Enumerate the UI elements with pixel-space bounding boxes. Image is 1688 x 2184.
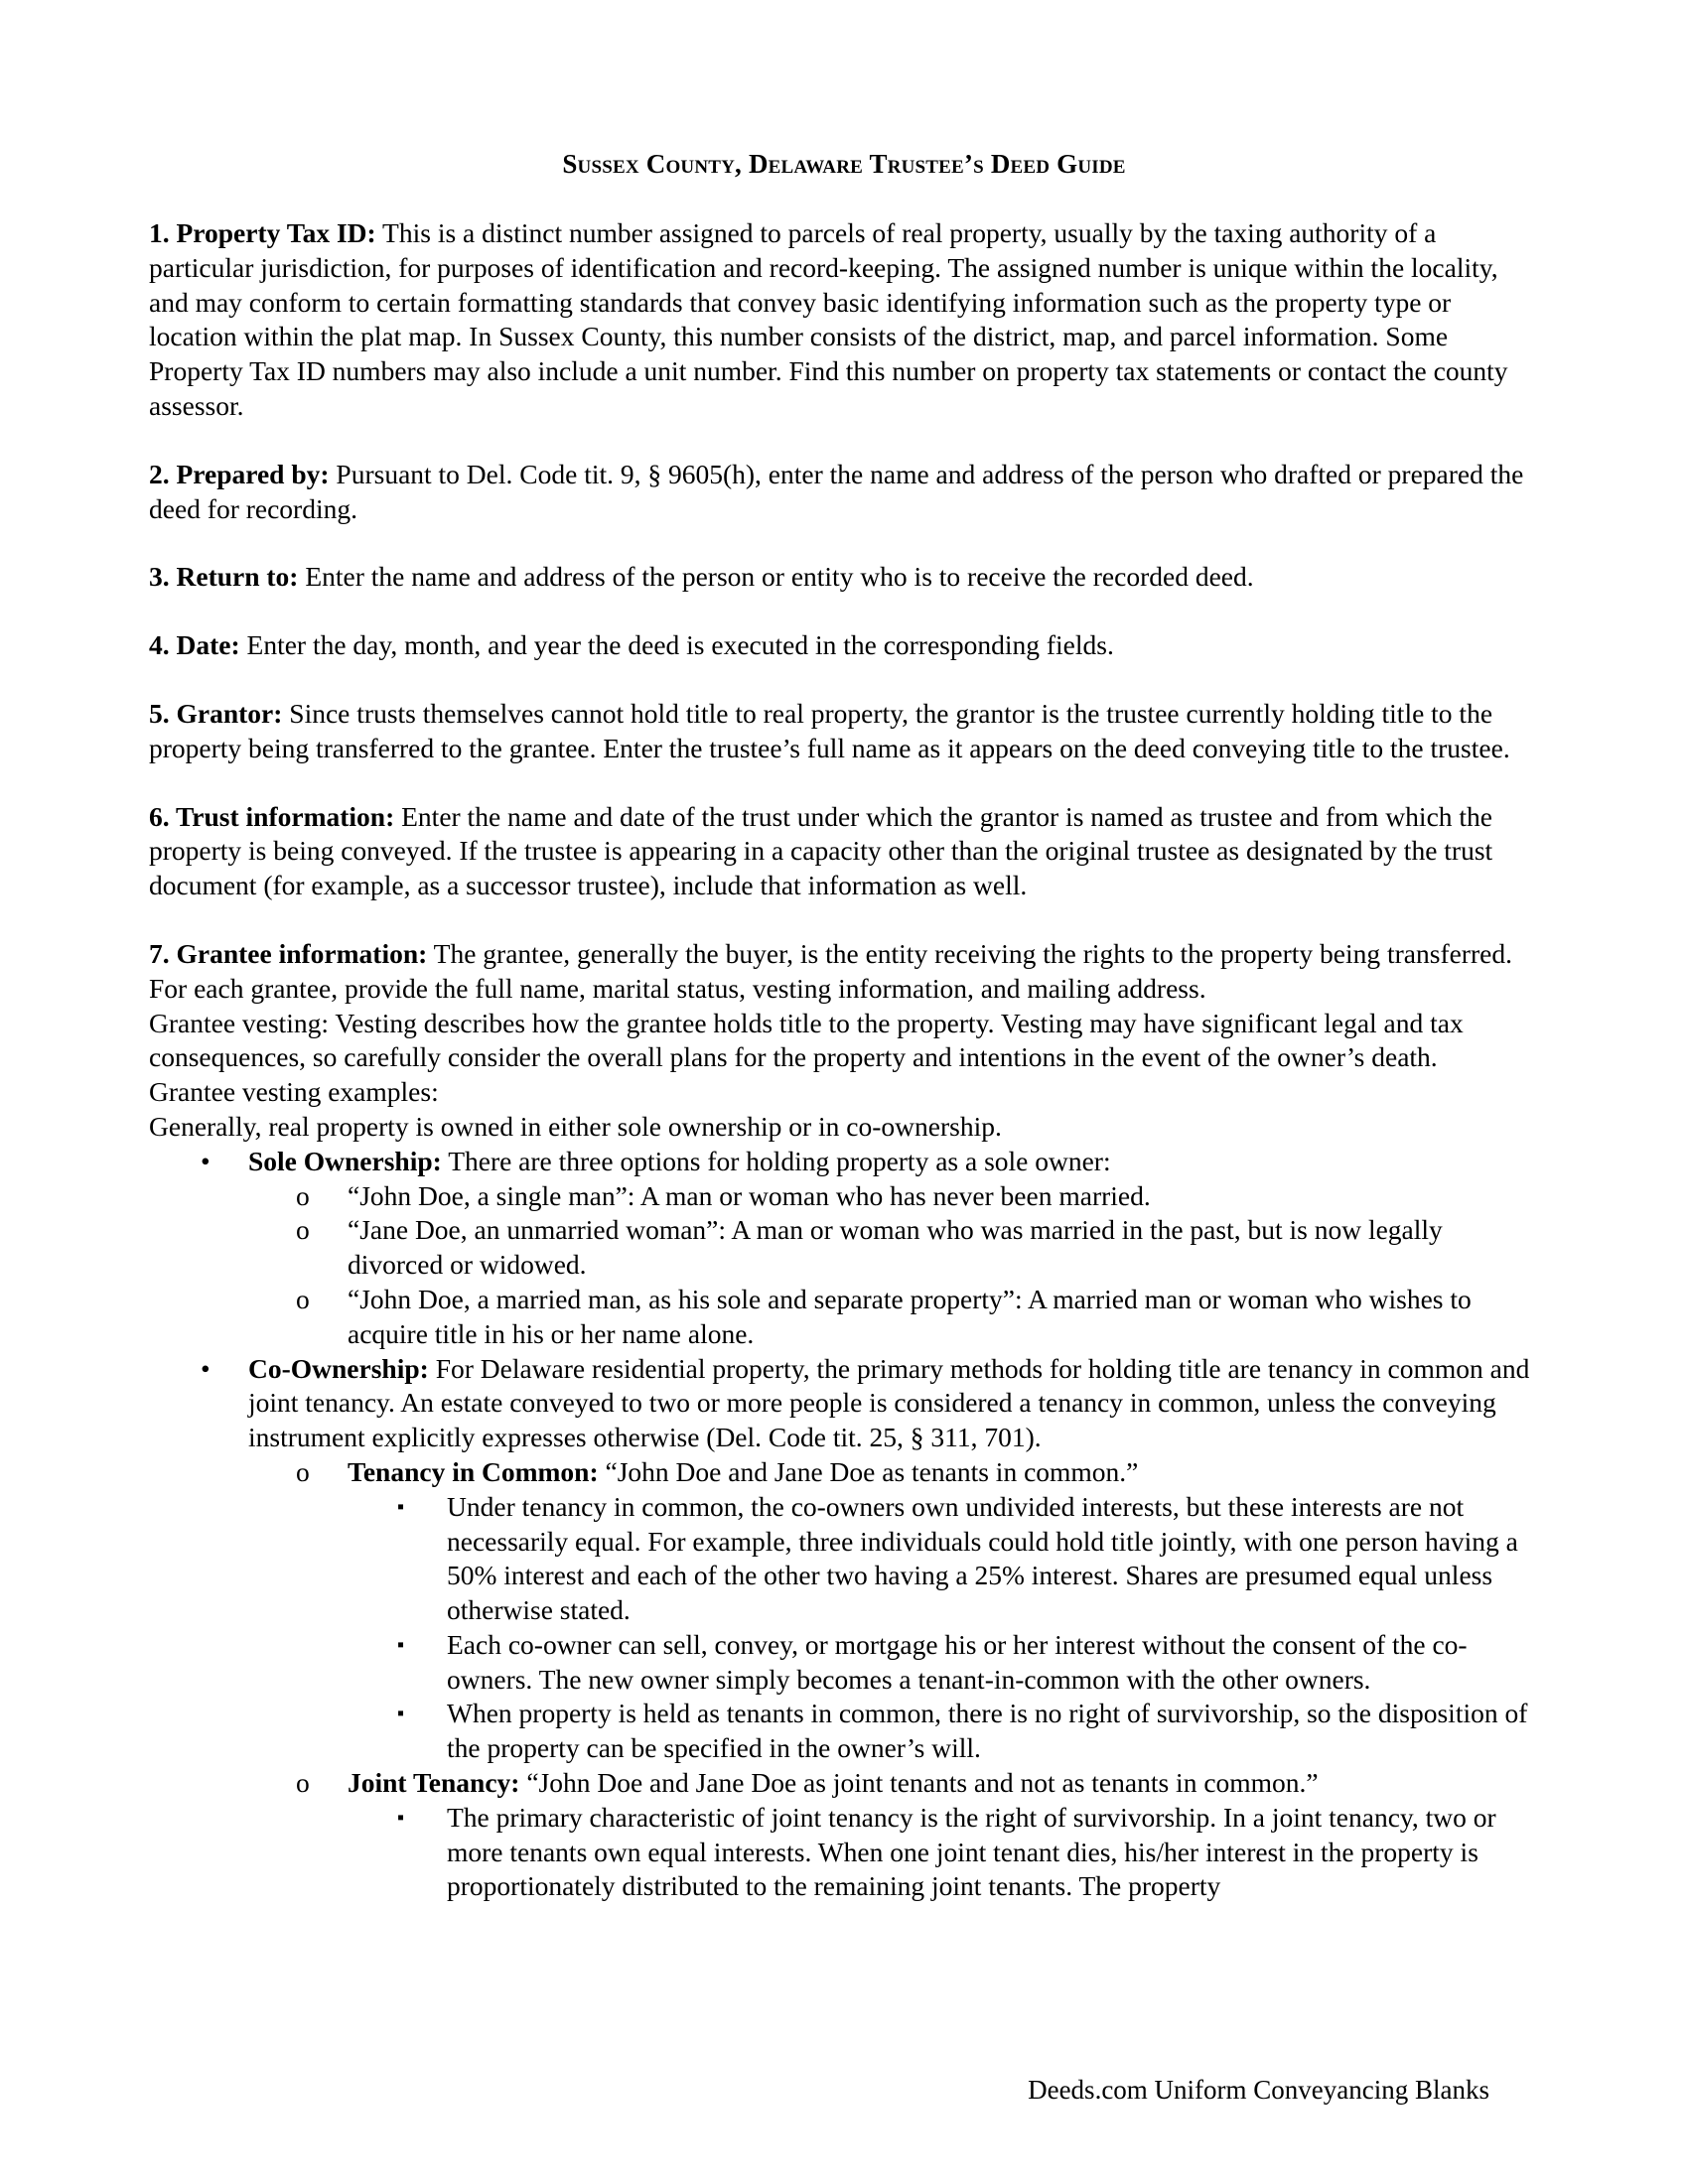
grantee-vesting-examples-label: Grantee vesting examples: xyxy=(149,1076,439,1108)
section-lead: 6. Trust information: xyxy=(149,800,395,832)
square-item-text: Under tenancy in common, the co-owners own undivided interests, but these interests are not necessarily equal. For example, three individuals could hold title jointly, with one person having a 50% interest and each of the other two having a 25% interest. Shares are presumed equal unless otherwise stated. xyxy=(447,1490,1518,1626)
sub-marker: o xyxy=(296,1767,310,1799)
sub-item-text: “John Doe and Jane Doe as joint tenants and not as tenants in common.” xyxy=(519,1767,1319,1799)
sub-item-tenancy-in-common xyxy=(149,1455,1539,1490)
document-body xyxy=(149,216,1539,1904)
sub-item-text: “John Doe, a single man”: A man or woman who has never been married. xyxy=(348,1179,1151,1211)
bullet-co-ownership xyxy=(149,1352,1539,1455)
sub-item-text: “John Doe and Jane Doe as tenants in common.” xyxy=(598,1455,1139,1487)
bullet-lead: Co-Ownership: xyxy=(248,1352,429,1384)
square-item xyxy=(149,1801,1539,1904)
bullet-lead: Sole Ownership: xyxy=(248,1145,442,1176)
section-text: Enter the day, month, and year the deed is executed in the corresponding fields. xyxy=(239,629,1114,661)
section-text: This is a distinct number assigned to parcels of real property, usually by the taxing authority of a particular jurisdiction, for purposes of identification and record-keeping. The assigned number is unique within the locality, and may conform to certain formatting standards that convey basic identifying information such as the property type or location within the plat map. In Sussex County, this number consists of the district, map, and parcel information. Some Property Tax ID numbers may also include a unit number. Find this number on property tax statements or contact the county assessor. xyxy=(149,217,1508,421)
sub-item-lead: Joint Tenancy: xyxy=(348,1767,520,1799)
section-text: Enter the name and address of the person or entity who is to receive the recorded deed. xyxy=(298,561,1254,593)
section-grantee-information xyxy=(149,937,1539,1007)
square-item xyxy=(149,1490,1539,1628)
section-trust-information xyxy=(149,800,1539,903)
section-lead: 2. Prepared by: xyxy=(149,458,330,489)
sub-item xyxy=(149,1179,1539,1214)
section-text: Pursuant to Del. Code tit. 9, § 9605(h), enter the name and address of the person who drafted or prepared the deed for recording. xyxy=(149,458,1524,524)
sub-marker: o xyxy=(296,1179,310,1211)
square-item xyxy=(149,1628,1539,1698)
sub-marker: o xyxy=(296,1214,310,1246)
section-lead: 4. Date: xyxy=(149,629,240,661)
sub-marker: o xyxy=(296,1283,310,1314)
sub-marker: o xyxy=(296,1455,310,1487)
sub-item-text: “John Doe, a married man, as his sole and separate property”: A married man or woman who wishes to acquire title in his or her name alone. xyxy=(348,1283,1472,1349)
page-title: Sussex County, Delaware Trustee’s Deed Guide xyxy=(562,149,1126,179)
section-date xyxy=(149,628,1539,663)
section-lead: 3. Return to: xyxy=(149,561,299,593)
section-lead: 1. Property Tax ID: xyxy=(149,217,376,248)
bullet-sole-ownership xyxy=(149,1145,1539,1179)
sub-item xyxy=(149,1213,1539,1283)
bullet-marker: • xyxy=(201,1352,211,1384)
section-lead: 5. Grantor: xyxy=(149,697,283,729)
square-item-text: The primary characteristic of joint tenancy is the right of survivorship. In a joint tenancy, two or more tenants own equal interests. When one joint tenant dies, his/her interest in the property is proportionately distributed to the remaining joint tenants. The property xyxy=(447,1801,1496,1902)
square-item-text: Each co-owner can sell, convey, or mortgage his or her interest without the consent of the co-owners. The new owner simply becomes a tenant-in-common with the other owners. xyxy=(447,1628,1468,1695)
ownership-intro: Generally, real property is owned in either sole ownership or in co-ownership. xyxy=(149,1110,1002,1142)
section-text: Enter the name and date of the trust under which the grantor is named as trustee and from which the property is being conveyed. If the trustee is appearing in a capacity other than the original trustee as designated by the trust document (for example, as a successor trustee), include that information as well. xyxy=(149,800,1493,901)
bullet-text: There are three options for holding property as a sole owner: xyxy=(441,1145,1111,1176)
square-marker: ▪ xyxy=(397,1806,405,1829)
section-prepared-by xyxy=(149,458,1539,527)
square-marker: ▪ xyxy=(397,1495,405,1518)
square-marker: ▪ xyxy=(397,1633,405,1656)
section-lead: 7. Grantee information: xyxy=(149,937,428,969)
section-return-to xyxy=(149,560,1539,595)
sub-item xyxy=(149,1283,1539,1352)
square-item xyxy=(149,1697,1539,1766)
square-marker: ▪ xyxy=(397,1703,405,1725)
sub-item-joint-tenancy xyxy=(149,1766,1539,1801)
sub-item-lead: Tenancy in Common: xyxy=(348,1455,599,1487)
bullet-text: For Delaware residential property, the primary methods for holding title are tenancy in common and joint tenancy. An estate conveyed to two or more people is considered a tenancy in common, unless the conveying instrument explicitly expresses otherwise (Del. Code tit. 25, § 311, 701). xyxy=(248,1352,1530,1453)
section-text: The grantee, generally the buyer, is the entity receiving the rights to the property being transferred. For each grantee, provide the full name, marital status, vesting information, and mailing address. xyxy=(149,937,1512,1004)
square-item-text: When property is held as tenants in common, there is no right of survivorship, so the disposition of the property can be specified in the owner’s will. xyxy=(447,1698,1528,1764)
section-text: Since trusts themselves cannot hold title to real property, the grantor is the trustee currently holding title to the property being transferred to the grantee. Enter the trustee’s full name as it appears on the deed conveying title to the trustee. xyxy=(149,697,1510,763)
grantee-vesting-paragraph: Grantee vesting: Vesting describes how the grantee holds title to the property. Vesting may have significant legal and tax consequences, so carefully consider the overall plans for the property and intentions in the event of the owner’s death. xyxy=(149,1007,1464,1073)
section-grantor xyxy=(149,697,1539,766)
section-property-tax-id xyxy=(149,216,1539,424)
sub-item-text: “Jane Doe, an unmarried woman”: A man or woman who was married in the past, but is now legally divorced or widowed. xyxy=(348,1214,1443,1281)
page-footer: Deeds.com Uniform Conveyancing Blanks xyxy=(1028,2075,1489,2105)
bullet-marker: • xyxy=(201,1145,211,1176)
